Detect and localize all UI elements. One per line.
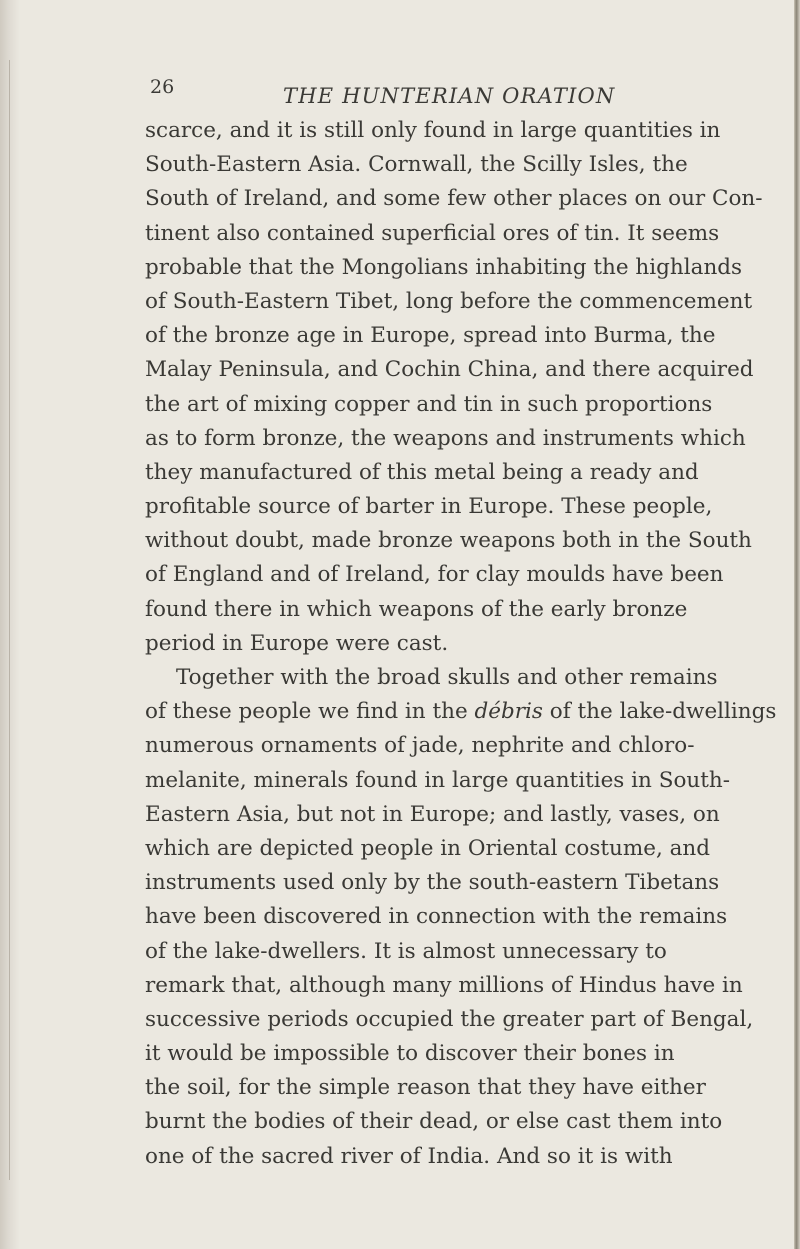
text-line: which are depicted people in Oriental costume, and [145,835,711,861]
text-line: South of Ireland, and some few other places on our Con- [145,186,763,212]
text-line: the soil, for the simple reason that they have either [145,1075,706,1101]
text-run: of the lake-dwellings [542,699,777,725]
italic-term: débris [474,699,543,725]
text-line: burnt the bodies of their dead, or else cast them into [145,1109,723,1135]
text-line: Eastern Asia, but not in Europe; and lastly, vases, on [145,801,720,827]
text-line: of England and of Ireland, for clay moulds have been [145,562,724,588]
text-line: the art of mixing copper and tin in such proportions [145,391,713,417]
text-line: remark that, although many millions of Hindus have in [145,972,743,998]
text-line: they manufactured of this metal being a ready and [145,459,699,485]
text-run: of these people we find in the [145,699,475,725]
text-line: of the bronze age in Europe, spread into Burma, the [145,323,716,349]
text-line: South-Eastern Asia. Cornwall, the Scilly Isles, the [145,152,688,178]
text-line: numerous ornaments of jade, nephrite and chloro- [145,733,695,759]
page-number: 26 [150,76,175,98]
text-line: of the lake-dwellers. It is almost unnecessary to [145,938,667,964]
page-gutter-shadow [0,0,20,1249]
text-line: Together with the broad skulls and other remains [176,665,718,690]
text-line: of South-Eastern Tibet, long before the commencement [145,288,753,314]
text-line: Malay Peninsula, and Cochin China, and there acquired [145,357,754,383]
paragraph-1 [145,114,795,661]
text-line: scarce, and it is still only found in large quantities in [145,118,721,143]
text-line: successive periods occupied the greater part of Bengal, [145,1006,754,1032]
text-line: without doubt, made bronze weapons both in the South [145,528,752,554]
text-line: probable that the Mongolians inhabiting the highlands [145,254,743,280]
text-line: as to form bronze, the weapons and instruments which [145,425,746,451]
gutter-rule [9,60,10,1180]
text-line: instruments used only by the south-eastern Tibetans [145,870,720,896]
paragraph-2 [145,661,795,1174]
body-text [145,114,795,1174]
text-line: melanite, minerals found in large quantities in South- [145,767,731,793]
text-line: period in Europe were cast. [145,630,449,656]
text-line: profitable source of barter in Europe. These people, [145,494,713,520]
text-line: it would be impossible to discover their bones in [145,1041,675,1067]
text-line: have been discovered in connection with the remains [145,904,728,930]
text-line-with-italic [145,695,795,729]
text-line: found there in which weapons of the early bronze [145,596,688,622]
text-line: one of the sacred river of India. And so it is with [145,1143,673,1169]
running-head: THE HUNTERIAN ORATION [283,84,616,108]
text-line: tinent also contained superficial ores of tin. It seems [145,220,720,246]
